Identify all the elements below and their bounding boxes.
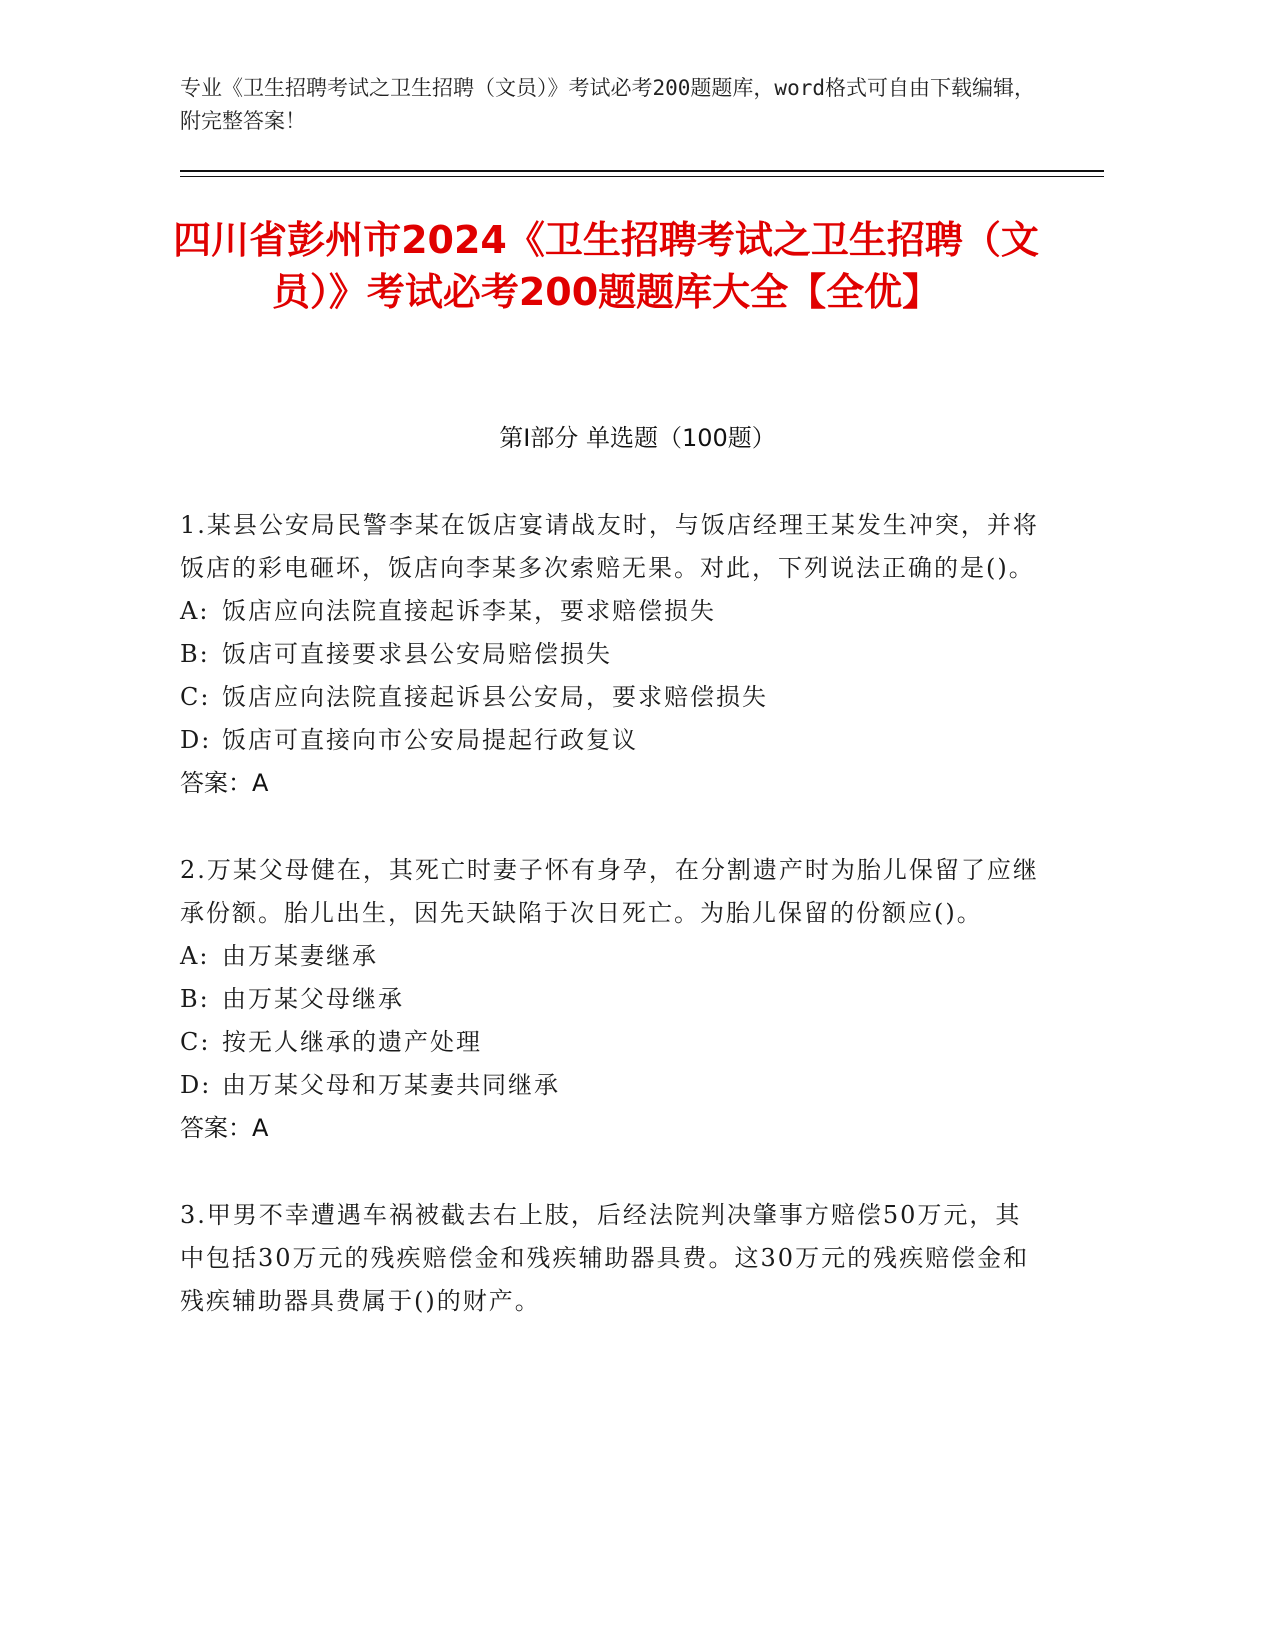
- option-text: 按无人继承的遗产处理: [222, 1028, 482, 1056]
- question-1: [180, 504, 1040, 805]
- option-c: [180, 676, 1040, 719]
- option-b: [180, 978, 1040, 1021]
- question-3: [180, 1194, 1040, 1323]
- question-stem: 3.甲男不幸遭遇车祸被截去右上肢，后经法院判决肇事方赔偿50万元，其中包括30万元的残疾赔偿金和残疾辅助器具费。这30万元的残疾赔偿金和残疾辅助器具费属于()的财产。: [180, 1201, 1030, 1315]
- header-rule-thick: [180, 170, 1104, 172]
- option-d: [180, 719, 1040, 762]
- answer-line: 答案：A: [180, 1114, 269, 1142]
- option-text: 由万某父母和万某妻共同继承: [222, 1071, 560, 1099]
- option-key: C:: [180, 683, 211, 711]
- option-key: D:: [180, 1071, 212, 1099]
- option-text: 饭店应向法院直接起诉县公安局，要求赔偿损失: [222, 683, 768, 711]
- option-key: C:: [180, 1028, 211, 1056]
- option-key: B:: [180, 985, 210, 1013]
- question-stem: 1.某县公安局民警李某在饭店宴请战友时，与饭店经理王某发生冲突，并将饭店的彩电砸坏，饭店向李某多次索赔无果。对此，下列说法正确的是()。: [180, 511, 1039, 582]
- option-key: D:: [180, 726, 212, 754]
- option-text: 由万某父母继承: [222, 985, 404, 1013]
- option-text: 由万某妻继承: [222, 942, 378, 970]
- header-note: 专业《卫生招聘考试之卫生招聘（文员）》考试必考200题题库，word格式可自由下载编辑，附完整答案！: [180, 76, 1035, 133]
- question-2: [180, 849, 1040, 1150]
- option-c: [180, 1021, 1040, 1064]
- option-key: A:: [180, 942, 210, 970]
- option-a: [180, 935, 1040, 978]
- option-text: 饭店可直接要求县公安局赔偿损失: [222, 640, 612, 668]
- document-title: 四川省彭州市2024《卫生招聘考试之卫生招聘（文员）》考试必考200题题库大全【全优】: [173, 218, 1039, 314]
- option-a: [180, 590, 1040, 633]
- question-stem: 2.万某父母健在，其死亡时妻子怀有身孕，在分割遗产时为胎儿保留了应继承份额。胎儿出生，因先天缺陷于次日死亡。为胎儿保留的份额应()。: [180, 856, 1039, 927]
- section-heading: 第Ⅰ部分 单选题（100题）: [499, 424, 776, 452]
- option-text: 饭店可直接向市公安局提起行政复议: [222, 726, 638, 754]
- option-key: A:: [180, 597, 210, 625]
- question-list: [180, 504, 1040, 1367]
- option-d: [180, 1064, 1040, 1107]
- answer-line: 答案：A: [180, 769, 269, 797]
- option-key: B:: [180, 640, 210, 668]
- option-b: [180, 633, 1040, 676]
- option-text: 饭店应向法院直接起诉李某，要求赔偿损失: [222, 597, 716, 625]
- header-rule-thin: [180, 176, 1104, 177]
